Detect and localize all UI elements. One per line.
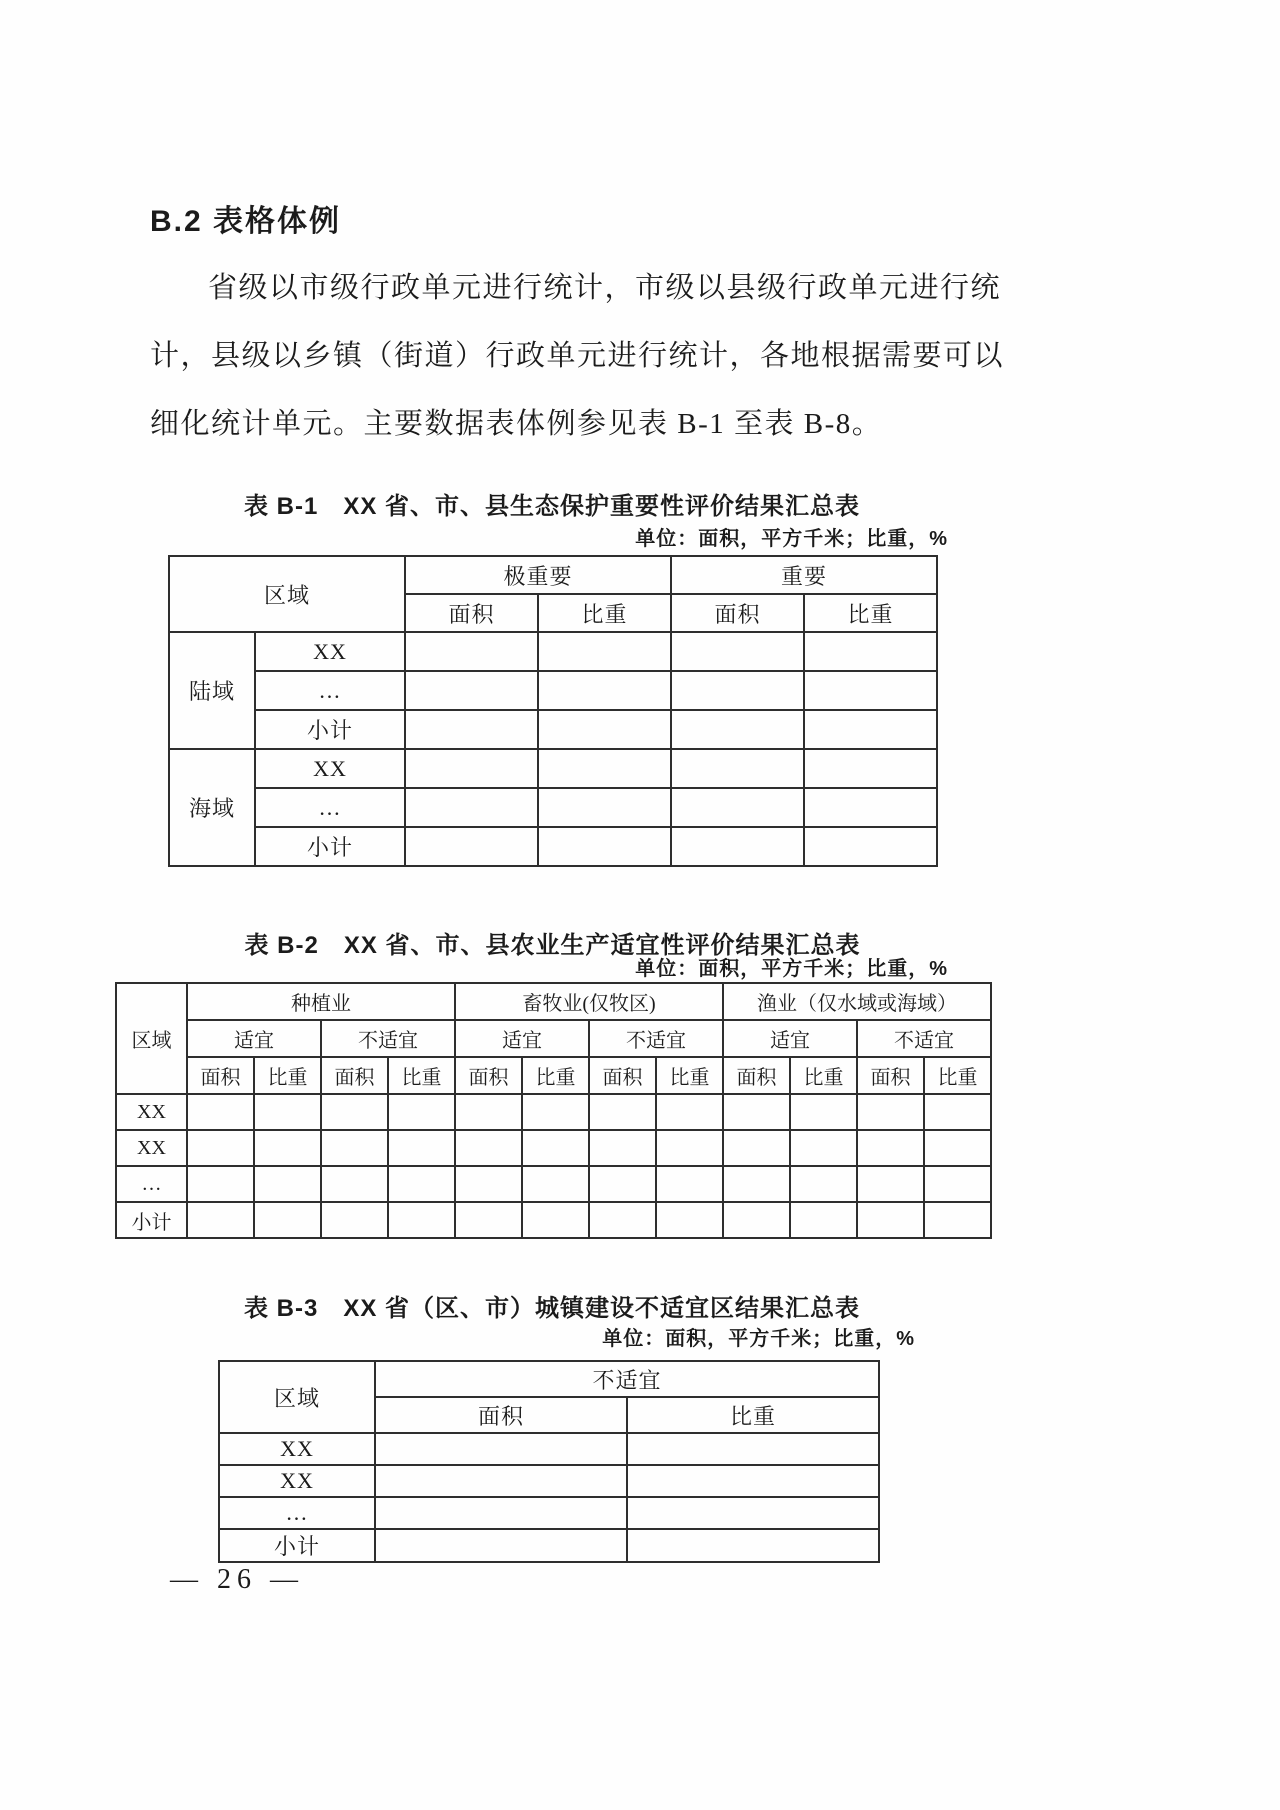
empty-data-cell [405,827,538,866]
empty-data-cell [254,1166,321,1202]
table-b3 [218,1360,880,1563]
empty-data-cell [671,710,804,749]
empty-data-cell [857,1202,924,1238]
empty-data-cell [804,827,937,866]
b2-row-label: XX [116,1130,187,1166]
body-paragraph [150,254,1005,458]
table-b1-unit-note: 单位：面积，平方千米；比重，% [635,528,948,550]
b2-row-label: XX [116,1094,187,1130]
b1-row-label: 小计 [255,710,405,749]
b2-header-group: 种植业 [187,983,455,1020]
empty-data-cell [321,1130,388,1166]
table-b2 [115,982,992,1239]
table-b3-title: 表 B-3 XX 省（区、市）城镇建设不适宜区结果汇总表 [243,1295,861,1322]
empty-data-cell [924,1202,991,1238]
empty-data-cell [538,749,671,788]
b2-header-suitability: 适宜 [187,1020,321,1057]
empty-data-cell [790,1094,857,1130]
b1-row-label: 小计 [255,827,405,866]
empty-data-cell [627,1433,879,1465]
empty-data-cell [671,827,804,866]
empty-data-cell [538,632,671,671]
empty-data-cell [321,1166,388,1202]
b1-header-group: 极重要 [405,556,671,594]
b1-header-region: 区域 [169,556,405,632]
b2-header-measure: 比重 [254,1057,321,1094]
b2-header-measure: 比重 [388,1057,455,1094]
empty-data-cell [375,1433,627,1465]
empty-data-cell [522,1166,589,1202]
b2-header-measure: 比重 [522,1057,589,1094]
empty-data-cell [924,1094,991,1130]
empty-data-cell [375,1497,627,1529]
b2-header-suitability: 不适宜 [321,1020,455,1057]
b2-header-group: 畜牧业(仅牧区) [455,983,723,1020]
empty-data-cell [405,671,538,710]
table-b1 [168,555,938,867]
empty-data-cell [804,788,937,827]
empty-data-cell [254,1202,321,1238]
empty-data-cell [924,1130,991,1166]
empty-data-cell [723,1202,790,1238]
empty-data-cell [405,749,538,788]
empty-data-cell [522,1202,589,1238]
empty-data-cell [804,710,937,749]
empty-data-cell [375,1529,627,1562]
b2-header-measure: 面积 [857,1057,924,1094]
table-b2-title: 表 B-2 XX 省、市、县农业生产适宜性评价结果汇总表 [244,932,861,959]
empty-data-cell [254,1094,321,1130]
b1-rowgroup-label: 陆域 [169,632,255,749]
b2-row-label: … [116,1166,187,1202]
empty-data-cell [671,788,804,827]
section-heading: B.2 表格体例 [150,205,342,238]
paragraph-line: 细化统计单元。主要数据表体例参见表 B-1 至表 B-8。 [150,408,883,440]
empty-data-cell [656,1130,723,1166]
empty-data-cell [589,1094,656,1130]
empty-data-cell [405,632,538,671]
b2-header-measure: 比重 [924,1057,991,1094]
b1-row-label: XX [255,632,405,671]
empty-data-cell [538,827,671,866]
b2-header-measure: 面积 [455,1057,522,1094]
paragraph-line: 计，县级以乡镇（街道）行政单元进行统计，各地根据需要可以 [150,340,1005,372]
empty-data-cell [589,1130,656,1166]
b1-header-subcol: 比重 [804,594,937,632]
empty-data-cell [589,1202,656,1238]
empty-data-cell [627,1529,879,1562]
empty-data-cell [321,1202,388,1238]
empty-data-cell [627,1497,879,1529]
empty-data-cell [388,1202,455,1238]
empty-data-cell [804,671,937,710]
b1-rowgroup-label: 海域 [169,749,255,866]
b2-header-measure: 面积 [321,1057,388,1094]
empty-data-cell [522,1094,589,1130]
empty-data-cell [924,1166,991,1202]
table-b2-unit-note: 单位：面积，平方千米；比重，% [635,958,948,980]
empty-data-cell [790,1202,857,1238]
b1-row-label: … [255,671,405,710]
b2-header-suitability: 适宜 [723,1020,857,1057]
b1-row-label: XX [255,749,405,788]
empty-data-cell [723,1094,790,1130]
b3-row-label: XX [219,1433,375,1465]
empty-data-cell [388,1094,455,1130]
b2-header-measure: 面积 [589,1057,656,1094]
empty-data-cell [375,1465,627,1497]
empty-data-cell [656,1166,723,1202]
b3-row-label: 小计 [219,1529,375,1562]
table-b1-title: 表 B-1 XX 省、市、县生态保护重要性评价结果汇总表 [243,493,861,520]
empty-data-cell [388,1130,455,1166]
b3-header-subcol: 面积 [375,1397,627,1433]
page-number: — 26 — [170,1564,304,1595]
empty-data-cell [538,710,671,749]
empty-data-cell [656,1202,723,1238]
empty-data-cell [538,788,671,827]
empty-data-cell [671,671,804,710]
empty-data-cell [671,749,804,788]
empty-data-cell [589,1166,656,1202]
b2-header-group: 渔业（仅水域或海域） [723,983,991,1020]
table-b3-unit-note: 单位：面积，平方千米；比重，% [602,1328,915,1350]
empty-data-cell [857,1166,924,1202]
empty-data-cell [804,632,937,671]
empty-data-cell [321,1094,388,1130]
empty-data-cell [187,1130,254,1166]
empty-data-cell [455,1130,522,1166]
empty-data-cell [723,1130,790,1166]
paragraph-line: 省级以市级行政单元进行统计，市级以县级行政单元进行统 [208,272,1002,304]
b3-header-group: 不适宜 [375,1361,879,1397]
b2-header-measure: 面积 [723,1057,790,1094]
b1-row-label: … [255,788,405,827]
empty-data-cell [857,1094,924,1130]
empty-data-cell [671,632,804,671]
empty-data-cell [522,1130,589,1166]
b2-header-suitability: 不适宜 [589,1020,723,1057]
b2-header-suitability: 适宜 [455,1020,589,1057]
empty-data-cell [455,1166,522,1202]
b1-header-subcol: 比重 [538,594,671,632]
empty-data-cell [627,1465,879,1497]
empty-data-cell [187,1202,254,1238]
empty-data-cell [405,788,538,827]
empty-data-cell [187,1166,254,1202]
empty-data-cell [187,1094,254,1130]
empty-data-cell [405,710,538,749]
empty-data-cell [804,749,937,788]
b3-header-subcol: 比重 [627,1397,879,1433]
empty-data-cell [723,1166,790,1202]
empty-data-cell [538,671,671,710]
empty-data-cell [254,1130,321,1166]
empty-data-cell [857,1130,924,1166]
b2-header-measure: 比重 [790,1057,857,1094]
empty-data-cell [455,1094,522,1130]
b1-header-subcol: 面积 [405,594,538,632]
b2-row-label: 小计 [116,1202,187,1238]
b2-header-suitability: 不适宜 [857,1020,991,1057]
empty-data-cell [790,1166,857,1202]
b2-header-measure: 比重 [656,1057,723,1094]
b2-header-measure: 面积 [187,1057,254,1094]
b1-header-subcol: 面积 [671,594,804,632]
b3-header-region: 区域 [219,1361,375,1433]
empty-data-cell [388,1166,455,1202]
empty-data-cell [790,1130,857,1166]
empty-data-cell [656,1094,723,1130]
b3-row-label: XX [219,1465,375,1497]
b1-header-group: 重要 [671,556,937,594]
b2-header-region: 区域 [116,983,187,1094]
b3-row-label: … [219,1497,375,1529]
empty-data-cell [455,1202,522,1238]
